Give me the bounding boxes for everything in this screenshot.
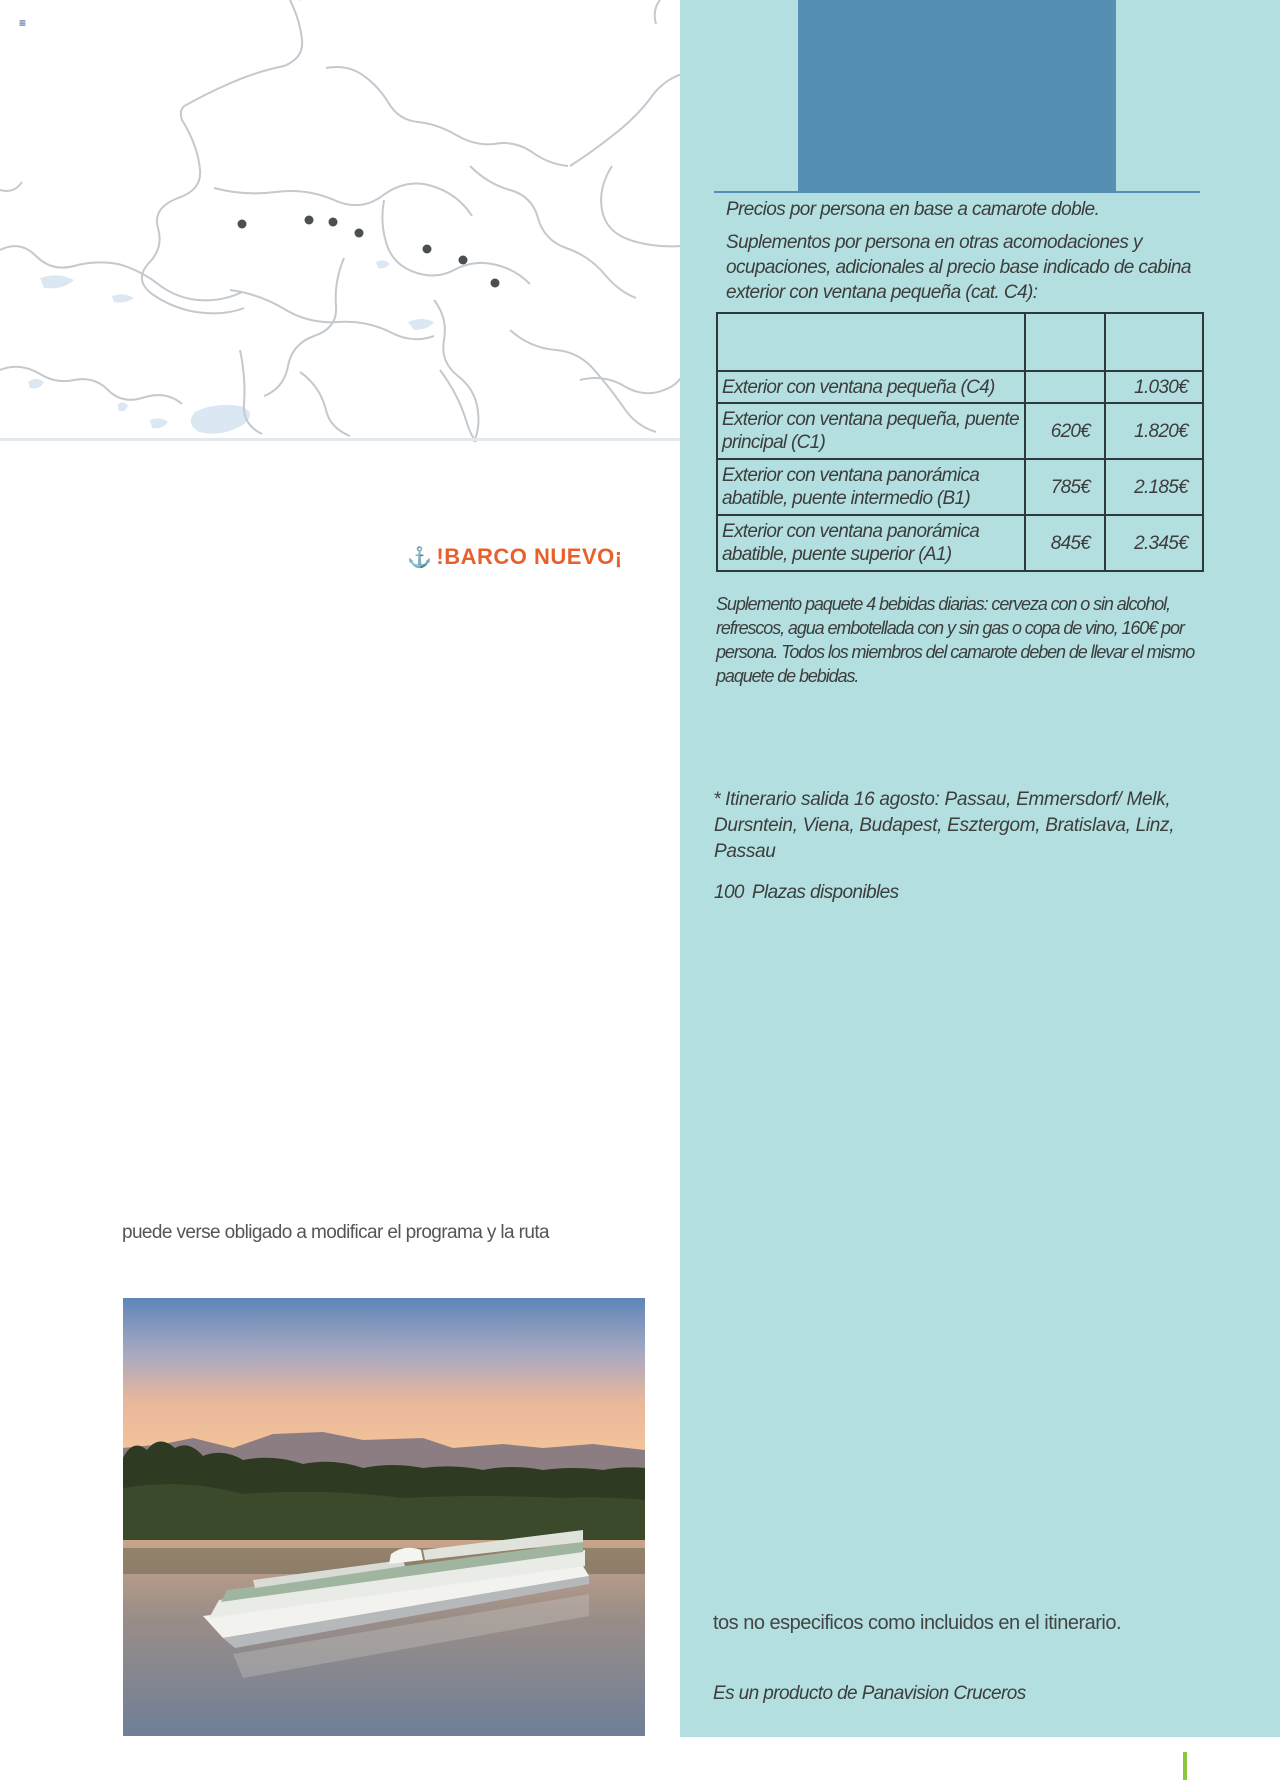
price-basis-note: Precios por persona en base a camarote doble. [726, 199, 1100, 220]
itinerary-text: Itinerario salida 16 agosto: Passau, Emmersdorf/ Melk, Dursntein, Viena, Budapest, Esztergom, Bratislava, Linz, Passau [714, 789, 1175, 862]
price-cell: 2.345€ [1105, 515, 1203, 571]
price-cell: 1.820€ [1105, 403, 1203, 459]
price-cell: 845€ [1025, 515, 1105, 571]
route-stops [238, 216, 500, 288]
price-cell [1025, 371, 1105, 403]
places-count: 100 [714, 882, 744, 903]
map-water [28, 260, 434, 433]
map-borders [0, 0, 682, 442]
map-divider [0, 438, 682, 441]
new-ship-text: !BARCO NUEVO¡ [436, 544, 623, 569]
route-stop [491, 279, 500, 288]
new-ship-label [407, 544, 637, 570]
anchor-icon: ⚓ [407, 547, 433, 569]
supplement-intro: Suplementos por persona en otras acomodaciones y ocupaciones, adicionales al precio base indicado de cabina exterior con ventana pequeña (cat. C4): [726, 232, 1191, 303]
price-cell: 785€ [1025, 459, 1105, 515]
cabin-name: Exterior con ventana panorámica abatible, puente superior (A1) [717, 515, 1025, 571]
available-places [714, 881, 1114, 905]
route-map-drawing [0, 0, 682, 442]
footnote-star: * [714, 789, 722, 810]
route-change-note: puede verse obligado a modificar el programa y la ruta [122, 1222, 550, 1243]
cabin-name: Exterior con ventana pequeña, puente principal (C1) [717, 403, 1025, 459]
price-cell: 2.185€ [1105, 459, 1203, 515]
menu-icon[interactable]: ≡ [19, 16, 27, 30]
river-cruise-ship-photo [123, 1298, 645, 1736]
table-header-cell [1025, 313, 1105, 371]
table-row [717, 515, 1203, 571]
cabin-name: Exterior con ventana pequeña (C4) [717, 371, 1025, 403]
price-cell: 620€ [1025, 403, 1105, 459]
route-stop [329, 218, 338, 227]
table-header-cell [717, 313, 1025, 371]
excluded-items-note: tos no especificos como incluidos en el itinerario. [713, 1612, 1122, 1634]
route-stop [355, 229, 364, 238]
places-label: Plazas disponibles [751, 882, 899, 903]
product-credit: Es un producto de Panavision Cruceros [713, 1683, 1026, 1704]
itinerary-note [714, 787, 1214, 865]
route-stop [459, 256, 468, 265]
table-row [717, 459, 1203, 515]
drinks-package-note: Suplemento paquete 4 bebidas diarias: cerveza con o sin alcohol, refrescos, agua embotellada con y sin gas o copa de vino, 160€ por persona. Todos los miembros del camarote deben de llevar el mismo paquete de bebidas. [716, 594, 1195, 686]
table-header-row [717, 313, 1203, 371]
route-stop [305, 216, 314, 225]
ship-photo-drawing [123, 1298, 645, 1736]
price-cell: 1.030€ [1105, 371, 1203, 403]
table-row [717, 371, 1203, 403]
table-row [717, 403, 1203, 459]
route-stop [423, 245, 432, 254]
route-map [0, 0, 682, 442]
table-header-cell [1105, 313, 1203, 371]
header-rule [714, 191, 1200, 193]
page-marker [1183, 1752, 1187, 1780]
header-block [798, 0, 1116, 192]
cabin-name: Exterior con ventana panorámica abatible, puente intermedio (B1) [717, 459, 1025, 515]
route-stop [238, 220, 247, 229]
cabin-supplement-table [716, 312, 1204, 572]
